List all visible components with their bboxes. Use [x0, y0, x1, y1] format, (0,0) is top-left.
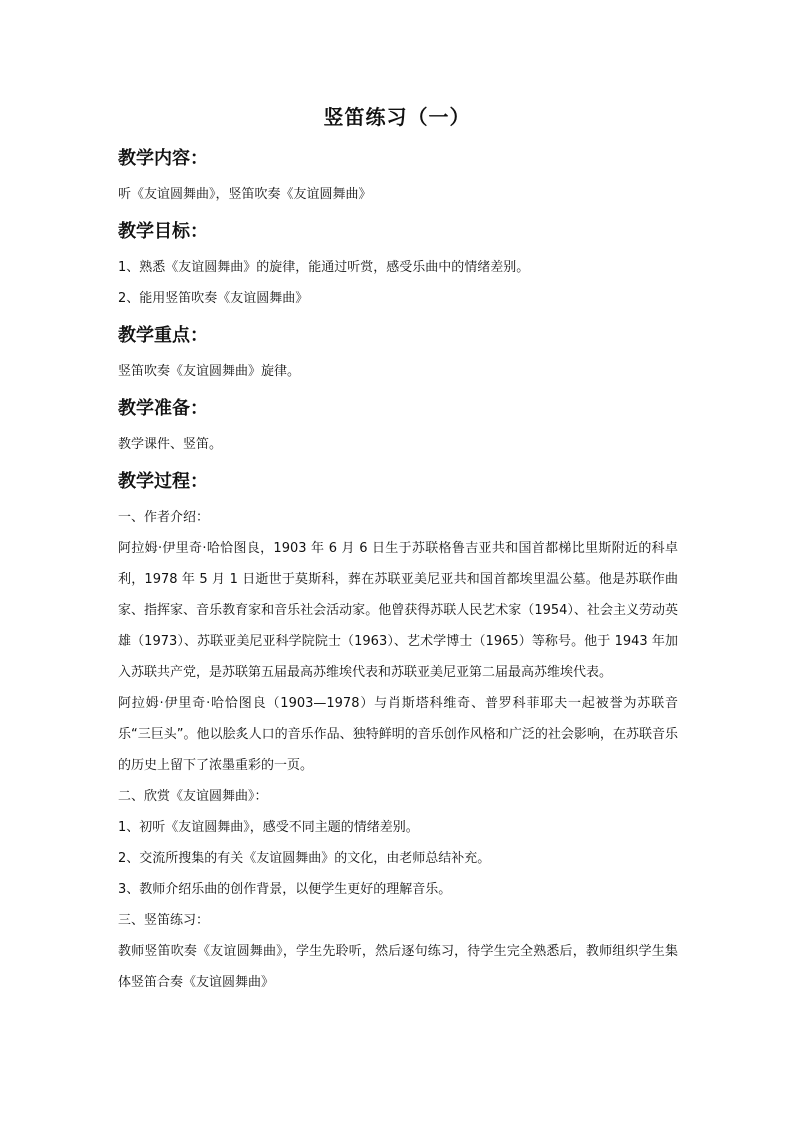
heading-teaching-process: 教学过程：	[118, 471, 208, 492]
process-part3-title: 三、竖笛练习：	[118, 913, 210, 928]
teaching-content-text: 听《友谊圆舞曲》，竖笛吹奏《友谊圆舞曲》	[118, 187, 372, 202]
goal-item: 2、能用竖笛吹奏《友谊圆舞曲》	[118, 291, 309, 306]
process-part3-paragraph: 教师竖笛吹奏《友谊圆舞曲》，学生先聆听，然后逐句练习，待学生完全熟悉后，教师组织学生集体竖笛合奏《友谊圆舞曲》	[118, 944, 678, 990]
teaching-key-text: 竖笛吹奏《友谊圆舞曲》旋律。	[118, 364, 301, 379]
heading-teaching-prep: 教学准备：	[118, 398, 208, 419]
document-title: 竖笛练习（一）	[323, 105, 471, 129]
process-part2-item: 2、交流所搜集的有关《友谊圆舞曲》的文化，由老师总结补充。	[118, 851, 491, 866]
process-part1-paragraph: 阿拉姆·伊里奇·哈恰图良（1903—1978）与肖斯塔科维奇、普罗科菲耶夫一起被誉为苏联音乐“三巨头”。他以脍炙人口的音乐作品、独特鲜明的音乐创作风格和广泛的社会影响，在苏联音乐的历史上留下了浓墨重彩的一页。	[118, 696, 678, 773]
goal-item: 1、熟悉《友谊圆舞曲》的旋律，能通过听赏，感受乐曲中的情绪差别。	[118, 260, 530, 275]
process-part1-title: 一、作者介绍：	[118, 510, 210, 525]
process-part1-paragraph: 阿拉姆·伊里奇·哈恰图良，1903 年 6 月 6 日生于苏联格鲁吉亚共和国首都梯比里斯附近的科卓利，1978 年 5 月 1 日逝世于莫斯科，葬在苏联亚美尼亚共和国首都埃里温公墓。他是苏联作曲家、指挥家、音乐教育家和音乐社会活动家。他曾获得苏联人民艺术家（1954）、社会主义劳动英雄（1973）、苏联亚美尼亚科学院院士（1963）、艺术学博士（1965）等称号。他于 1943 年加入苏联共产党，是苏联第五届最高苏维埃代表和苏联亚美尼亚第二届最高苏维埃代表。	[118, 541, 678, 680]
heading-teaching-key: 教学重点：	[118, 325, 208, 346]
document-body	[118, 145, 678, 998]
process-part2-title: 二、欣赏《友谊圆舞曲》：	[118, 789, 268, 804]
heading-teaching-content: 教学内容：	[118, 148, 208, 169]
heading-teaching-goals: 教学目标：	[118, 221, 208, 242]
process-part2-item: 1、初听《友谊圆舞曲》，感受不同主题的情绪差别。	[118, 820, 419, 835]
process-part2-item: 3、教师介绍乐曲的创作背景，以便学生更好的理解音乐。	[118, 882, 452, 897]
teaching-prep-text: 教学课件、竖笛。	[118, 437, 223, 452]
